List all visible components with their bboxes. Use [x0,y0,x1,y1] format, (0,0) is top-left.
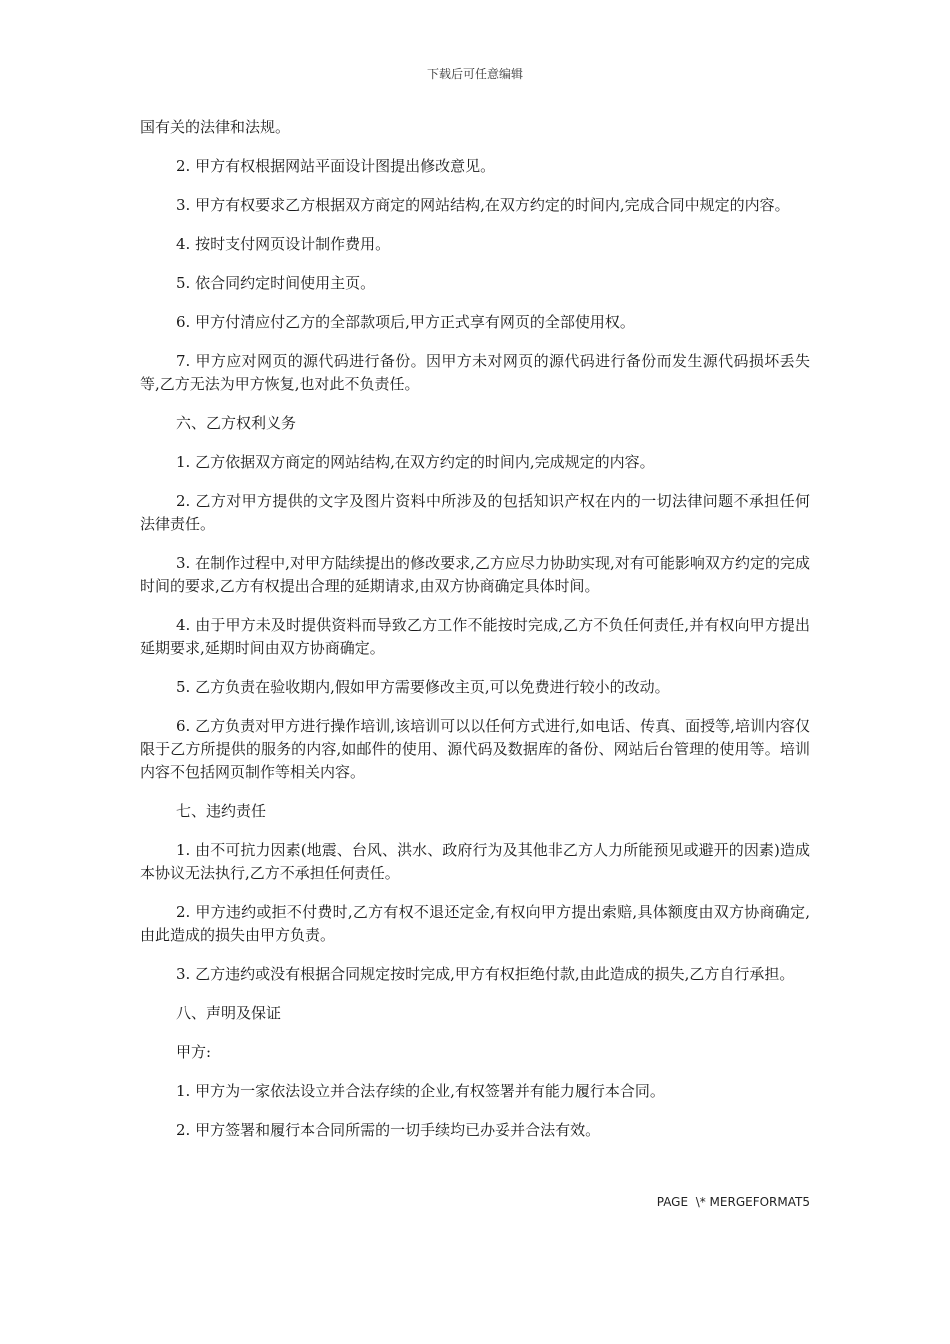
page-footer: PAGE \* MERGEFORMAT5 [656,1195,810,1209]
paragraph: 2. 甲方违约或拒不付费时,乙方有权不退还定金,有权向甲方提出索赔,具体额度由双方协商确定,由此造成的损失由甲方负责。 [140,903,810,944]
paragraph: 2. 甲方签署和履行本合同所需的一切手续均已办妥并合法有效。 [176,1121,601,1139]
paragraph: 7. 甲方应对网页的源代码进行备份。因甲方未对网页的源代码进行备份而发生源代码损坏丢失等,乙方无法为甲方恢复,也对此不负责任。 [140,352,810,393]
section-heading: 六、乙方权利义务 [176,414,297,432]
paragraph: 1. 由不可抗力因素(地震、台风、洪水、政府行为及其他非乙方人力所能预见或避开的因素)造成本协议无法执行,乙方不承担任何责任。 [140,841,810,882]
paragraph: 6. 甲方付清应付乙方的全部款项后,甲方正式享有网页的全部使用权。 [176,313,635,331]
paragraph: 4. 由于甲方未及时提供资料而导致乙方工作不能按时完成,乙方不负任何责任,并有权向甲方提出延期要求,延期时间由双方协商确定。 [140,616,810,657]
paragraph: 3. 乙方违约或没有根据合同规定按时完成,甲方有权拒绝付款,由此造成的损失,乙方自行承担。 [176,965,795,983]
party-label: 甲方: [176,1043,212,1061]
paragraph: 2. 甲方有权根据网站平面设计图提出修改意见。 [176,157,496,175]
section-heading: 七、违约责任 [176,802,267,820]
page-header: 下载后可任意编辑 [426,67,523,81]
paragraph: 3. 甲方有权要求乙方根据双方商定的网站结构,在双方约定的时间内,完成合同中规定的内容。 [176,196,790,214]
document-body [140,116,810,1158]
paragraph: 1. 甲方为一家依法设立并合法存续的企业,有权签署并有能力履行本合同。 [176,1082,665,1100]
paragraph: 国有关的法律和法规。 [140,118,291,136]
paragraph: 6. 乙方负责对甲方进行操作培训,该培训可以以任何方式进行,如电话、传真、面授等,培训内容仅限于乙方所提供的服务的内容,如邮件的使用、源代码及数据库的备份、网站后台管理的使用等。培训内容不包括网页制作等相关内容。 [140,717,810,781]
paragraph: 5. 依合同约定时间使用主页。 [176,274,376,292]
paragraph: 1. 乙方依据双方商定的网站结构,在双方约定的时间内,完成规定的内容。 [176,453,655,471]
paragraph: 5. 乙方负责在验收期内,假如甲方需要修改主页,可以免费进行较小的改动。 [176,678,670,696]
section-heading: 八、声明及保证 [176,1004,282,1022]
paragraph: 4. 按时支付网页设计制作费用。 [176,235,391,253]
paragraph: 3. 在制作过程中,对甲方陆续提出的修改要求,乙方应尽力协助实现,对有可能影响双方约定的完成时间的要求,乙方有权提出合理的延期请求,由双方协商确定具体时间。 [140,554,810,595]
paragraph: 2. 乙方对甲方提供的文字及图片资料中所涉及的包括知识产权在内的一切法律问题不承担任何法律责任。 [140,492,810,533]
